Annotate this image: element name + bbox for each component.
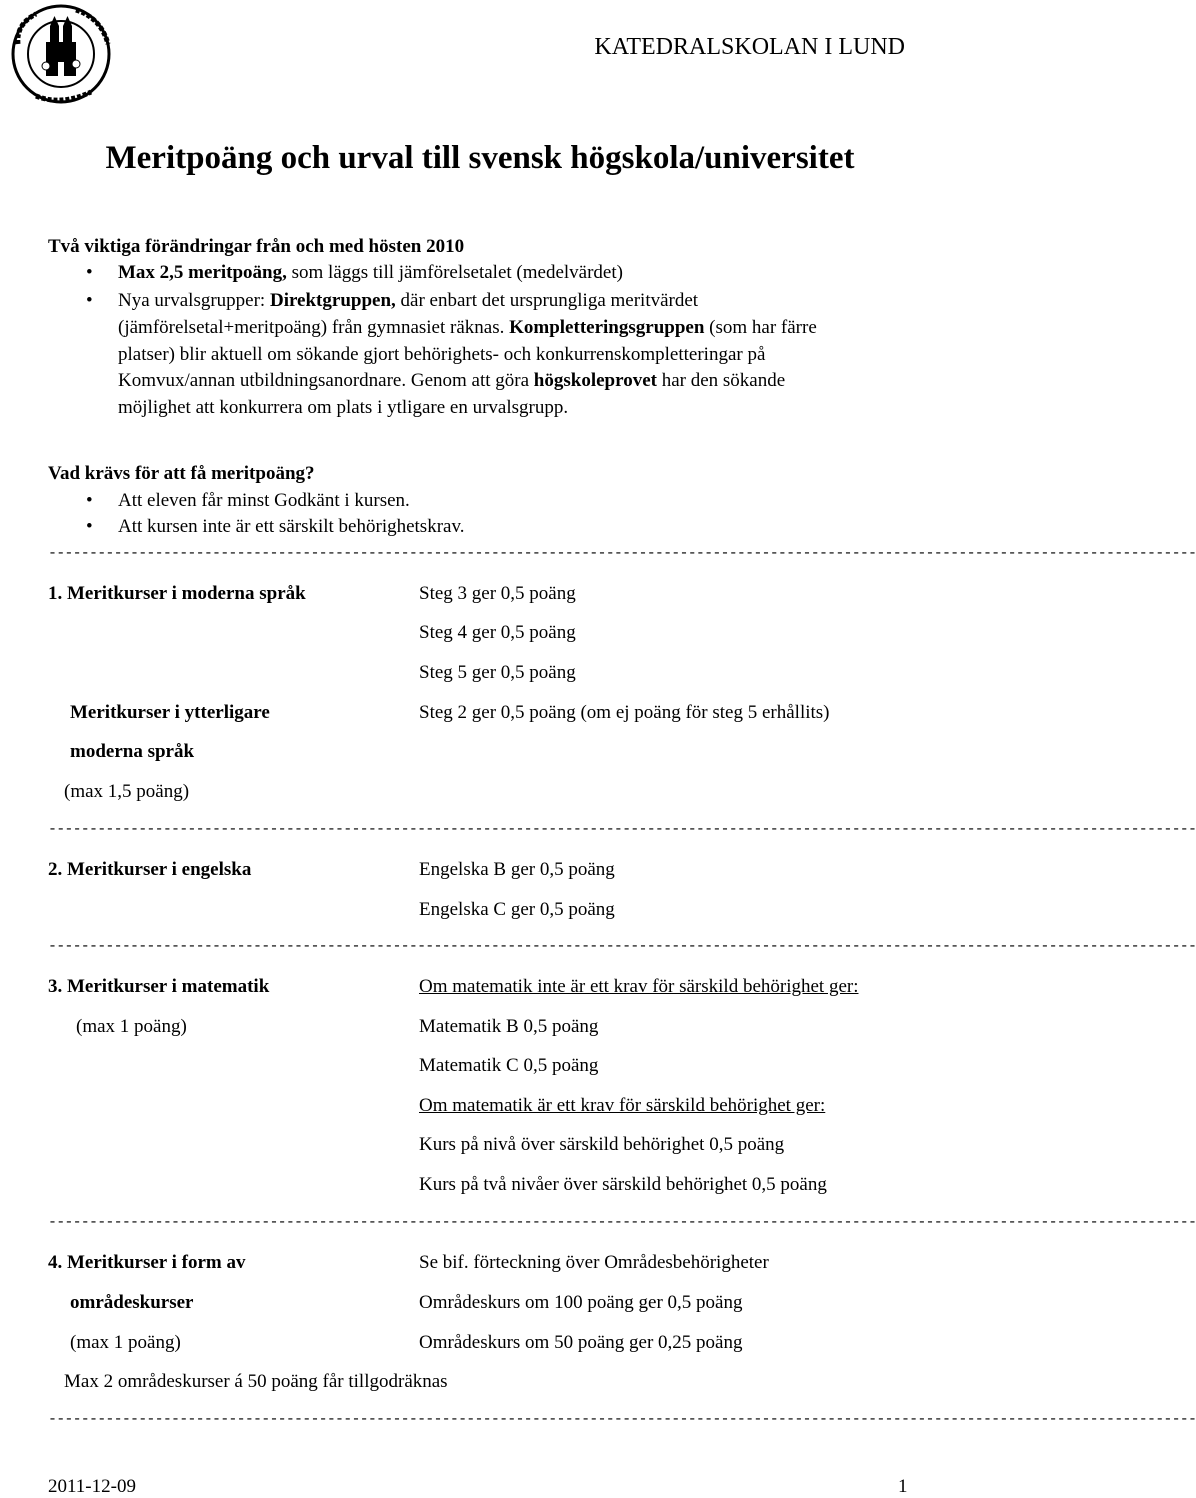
section-2-title: 2. Meritkurser i engelska	[48, 859, 252, 880]
separator-line: --------------------------------------------------------------------------------------------------------------------------------------------	[48, 1411, 1196, 1428]
section-1-sub-title: Meritkurser i ytterligare	[70, 702, 270, 723]
section-3-line: Kurs på nivå över särskild behörighet 0,5 poäng	[419, 1134, 785, 1155]
requirements-heading: Vad krävs för att få meritpoäng?	[48, 463, 315, 484]
section-1-line: Steg 3 ger 0,5 poäng	[419, 583, 576, 604]
text: (som har färre	[704, 317, 817, 338]
text-bold: högskoleprovet	[533, 370, 657, 391]
section-4-title: områdeskurser	[70, 1292, 194, 1313]
bullet: •	[86, 262, 93, 283]
text: där enbart det ursprungliga meritvärdet	[395, 290, 699, 311]
section-1-line: Steg 2 ger 0,5 poäng (om ej poäng för steg 5 erhållits)	[419, 702, 830, 723]
text: Nya urvalsgrupper:	[118, 290, 270, 311]
section-1-line: Steg 5 ger 0,5 poäng	[419, 662, 576, 683]
intro-bullet-1	[118, 262, 623, 284]
section-1-title: 1. Meritkurser i moderna språk	[48, 583, 306, 604]
section-3-heading-2: Om matematik är ett krav för särskild behörighet ger:	[419, 1095, 826, 1116]
separator-line: --------------------------------------------------------------------------------------------------------------------------------------------	[48, 1214, 1196, 1231]
section-3-line: Matematik C 0,5 poäng	[419, 1055, 599, 1076]
intro-bullet-1-bold: Max 2,5 meritpoäng,	[118, 262, 287, 283]
section-1-max: (max 1,5 poäng)	[64, 781, 190, 802]
section-2-line: Engelska B ger 0,5 poäng	[419, 859, 615, 880]
intro-bullet-2-line-1	[118, 290, 698, 312]
requirement-item: Att kursen inte är ett särskilt behörighetskrav.	[118, 516, 465, 537]
separator-line: --------------------------------------------------------------------------------------------------------------------------------------------	[48, 938, 1196, 955]
section-3-title: 3. Meritkurser i matematik	[48, 976, 270, 997]
text: (jämförelsetal+meritpoäng) från gymnasiet räknas.	[118, 317, 510, 338]
text: Komvux/annan utbildningsanordnare. Genom att göra	[118, 370, 534, 391]
section-4-note: Max 2 områdeskurser á 50 poäng får tillgodräknas	[64, 1371, 448, 1392]
section-1-line: Steg 4 ger 0,5 poäng	[419, 622, 576, 643]
section-4-max: (max 1 poäng)	[70, 1332, 181, 1353]
school-seal-logo	[6, 4, 116, 104]
separator-line: --------------------------------------------------------------------------------------------------------------------------------------------	[48, 545, 1196, 562]
section-4-line: Områdeskurs om 100 poäng ger 0,5 poäng	[419, 1292, 743, 1313]
bullet: •	[86, 290, 93, 311]
section-4-line: Områdeskurs om 50 poäng ger 0,25 poäng	[419, 1332, 743, 1353]
section-3-heading-1: Om matematik inte är ett krav för särskild behörighet ger:	[419, 976, 859, 997]
page-title: Meritpoäng och urval till svensk högskola/universitet	[105, 140, 855, 176]
footer-date: 2011-12-09	[48, 1476, 136, 1497]
intro-bullet-2-line-4	[118, 370, 785, 392]
section-3-line: Kurs på två nivåer över särskild behörighet 0,5 poäng	[419, 1174, 827, 1195]
intro-bullet-2-line-2	[118, 317, 817, 339]
school-name: KATEDRALSKOLAN I LUND	[594, 34, 905, 60]
section-4-line: Se bif. förteckning över Områdesbehörigheter	[419, 1252, 769, 1273]
intro-bullet-1-rest: som läggs till jämförelsetalet (medelvärdet)	[286, 262, 623, 283]
text: har den sökande	[656, 370, 786, 391]
separator-line: --------------------------------------------------------------------------------------------------------------------------------------------	[48, 821, 1196, 838]
section-4-title: 4. Meritkurser i form av	[48, 1252, 246, 1273]
text-bold: Kompletteringsgruppen	[509, 317, 705, 338]
section-3-line: Matematik B 0,5 poäng	[419, 1016, 599, 1037]
bullet: •	[86, 516, 93, 537]
page-number: 1	[898, 1476, 908, 1497]
intro-bullet-2-line-5: möjlighet att konkurrera om plats i ytligare en urvalsgrupp.	[118, 397, 569, 418]
bullet: •	[86, 490, 93, 511]
requirement-item: Att eleven får minst Godkänt i kursen.	[118, 490, 410, 511]
section-1-sub-title: moderna språk	[70, 741, 195, 762]
section-3-max: (max 1 poäng)	[76, 1016, 187, 1037]
intro-bullet-2-line-3: platser) blir aktuell om sökande gjort behörighets- och konkurrenskompletteringar på	[118, 344, 766, 365]
section-2-line: Engelska C ger 0,5 poäng	[419, 899, 615, 920]
text-bold: Direktgruppen,	[269, 290, 396, 311]
intro-heading: Två viktiga förändringar från och med hösten 2010	[48, 236, 465, 257]
